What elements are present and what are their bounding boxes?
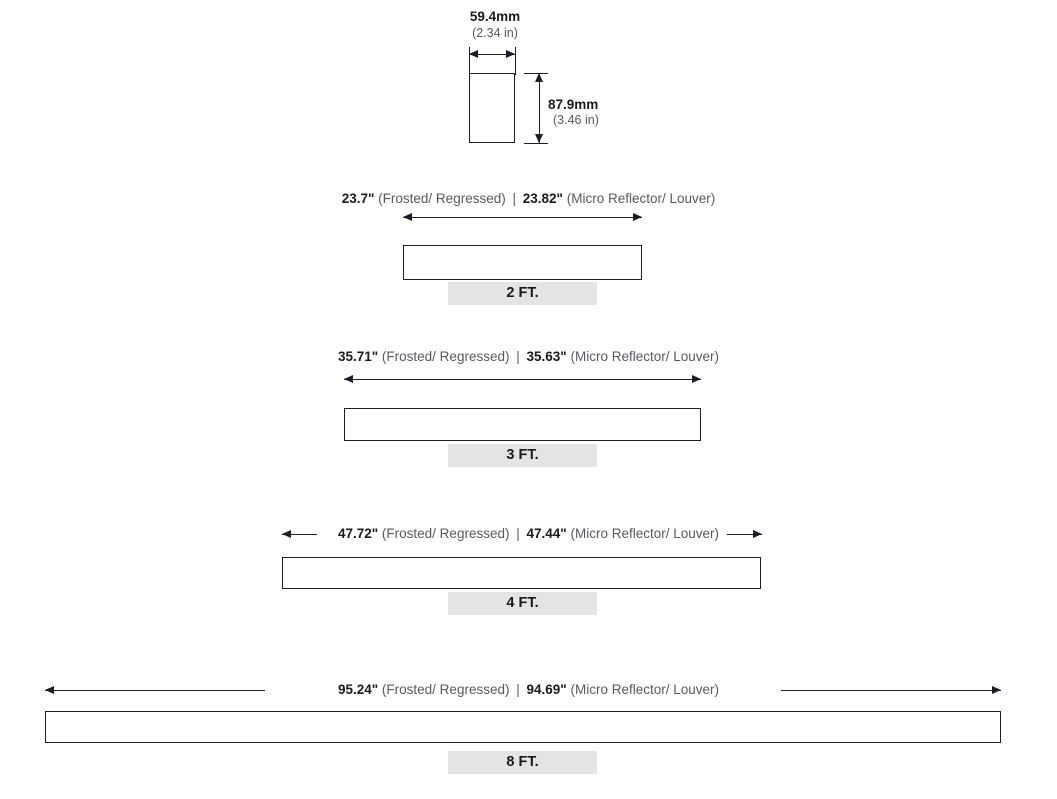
- cross-section-width-tick-left: [469, 47, 470, 75]
- row-2ft-fixture-outline: [403, 245, 642, 280]
- row-8ft-measure-arrow-right: [781, 686, 1001, 695]
- row-3ft-separator: |: [516, 349, 520, 364]
- row-3ft-dim-b-note: (Micro Reflector/ Louver): [570, 349, 720, 364]
- row-2ft-dim-a-note: (Frosted/ Regressed): [378, 191, 506, 206]
- row-3ft-fixture-outline: [344, 408, 701, 441]
- cross-section-height-arrow: [535, 73, 544, 143]
- row-2ft-dim-b-note: (Micro Reflector/ Louver): [566, 191, 716, 206]
- cross-section-width-tick-right: [515, 47, 516, 75]
- row-4ft-size-badge: 4 FT.: [448, 592, 597, 615]
- row-3ft-size-badge: 3 FT.: [448, 444, 597, 467]
- row-4ft-dim-a-note: (Frosted/ Regressed): [381, 526, 510, 541]
- row-4ft: [0, 522, 1057, 652]
- row-2ft-dim-a-value: 23.7": [341, 191, 375, 206]
- row-3ft-measure-arrow: [344, 375, 701, 384]
- row-4ft-separator: |: [516, 526, 520, 541]
- cross-section-width-arrow: [469, 50, 515, 59]
- row-3ft-dim-b-value: 35.63": [526, 349, 567, 364]
- row-2ft-dimension-caption: [0, 190, 1057, 208]
- row-4ft-measure-arrow-left: [282, 530, 317, 539]
- row-2ft-size-badge: 2 FT.: [448, 282, 597, 305]
- row-4ft-dim-b-value: 47.44": [526, 526, 567, 541]
- row-2ft-measure-arrow: [403, 213, 642, 222]
- row-4ft-dimension-caption: [0, 525, 1057, 543]
- cross-section-profile-rect: [469, 73, 515, 143]
- row-3ft: [0, 348, 1057, 478]
- cross-section-height-inches: (3.46 in): [553, 113, 599, 127]
- cross-section-height-label: 87.9mm: [548, 97, 599, 112]
- row-2ft-dim-b-value: 23.82": [522, 191, 563, 206]
- row-8ft-dim-a-note: (Frosted/ Regressed): [381, 682, 510, 697]
- row-4ft-dim-b-note: (Micro Reflector/ Louver): [570, 526, 720, 541]
- row-8ft-size-badge: 8 FT.: [448, 751, 597, 774]
- row-3ft-dimension-caption: [0, 348, 1057, 366]
- row-8ft-measure-arrow-left: [45, 686, 265, 695]
- row-4ft-measure-arrow-right: [727, 530, 762, 539]
- cross-section-group: [0, 0, 1057, 165]
- row-4ft-dim-a-value: 47.72": [337, 526, 379, 541]
- row-8ft: [0, 678, 1057, 788]
- row-3ft-dim-a-note: (Frosted/ Regressed): [381, 349, 510, 364]
- row-8ft-dim-b-value: 94.69": [526, 682, 567, 697]
- cross-section-width-inches: (2.34 in): [472, 26, 518, 40]
- row-4ft-fixture-outline: [282, 557, 761, 589]
- row-8ft-dim-a-value: 95.24": [337, 682, 379, 697]
- cross-section-height-tick-top: [524, 73, 548, 74]
- row-2ft-separator: |: [512, 191, 516, 206]
- cross-section-height-tick-bottom: [524, 143, 548, 144]
- cross-section-width-label: 59.4mm: [469, 9, 521, 24]
- row-8ft-separator: |: [516, 682, 520, 697]
- row-2ft: [0, 190, 1057, 315]
- row-3ft-dim-a-value: 35.71": [337, 349, 379, 364]
- row-8ft-dim-b-note: (Micro Reflector/ Louver): [570, 682, 720, 697]
- row-8ft-fixture-outline: [45, 711, 1001, 743]
